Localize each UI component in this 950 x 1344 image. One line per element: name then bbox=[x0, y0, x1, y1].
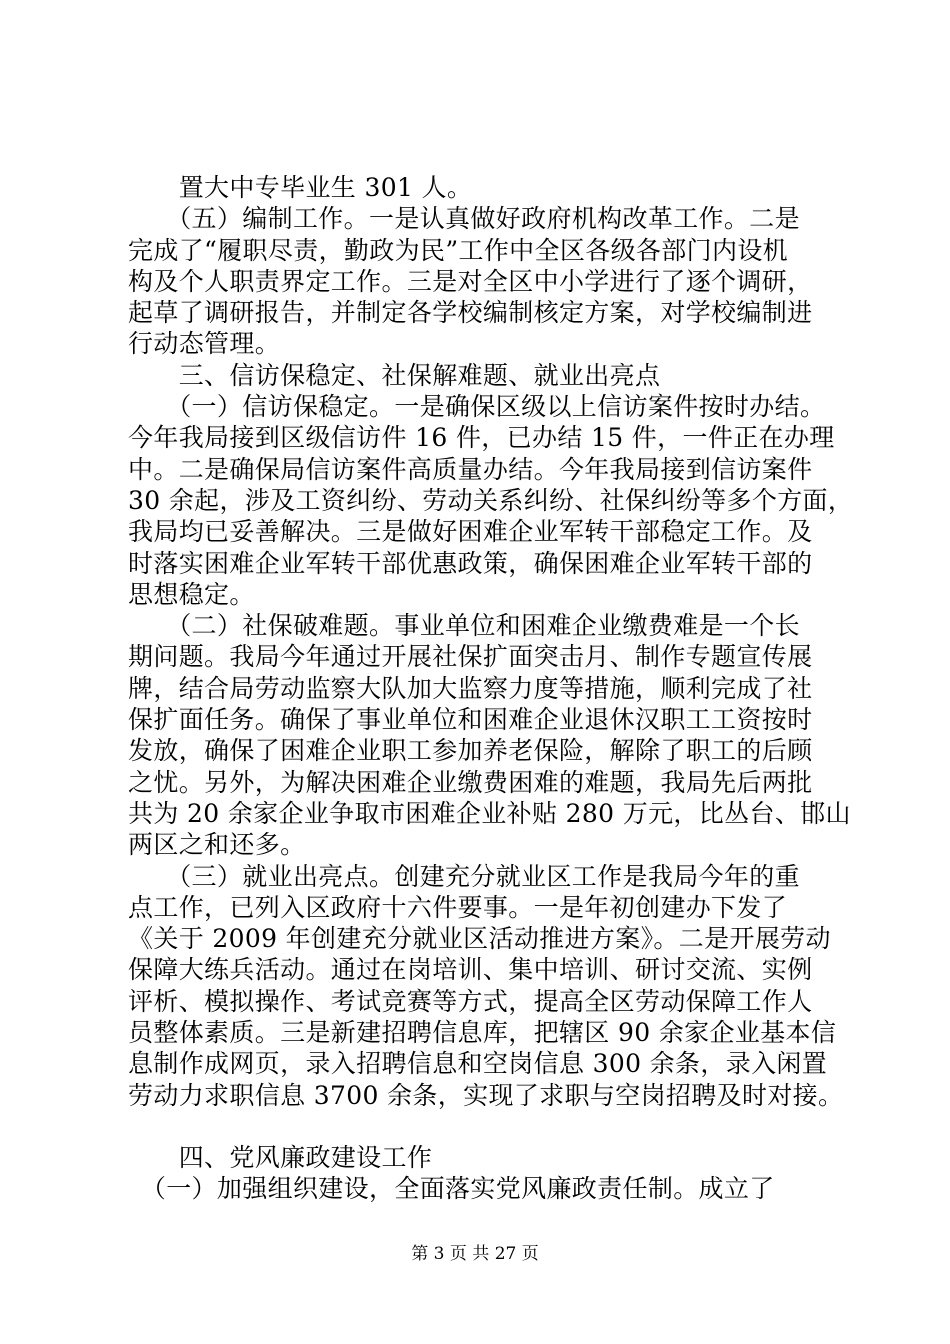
text-line: （五）编制工作。一是认真做好政府机构改革工作。二是 bbox=[128, 204, 800, 234]
text-line: 劳动力求职信息 3700 余条，实现了求职与空岗招聘及时对接。 bbox=[128, 1080, 844, 1110]
text-line: （一）信访保稳定。一是确保区级以上信访案件按时办结。 bbox=[128, 392, 826, 422]
text-line: 《关于 2009 年创建充分就业区活动推进方案》。二是开展劳动 bbox=[128, 924, 831, 954]
text-line: 构及个人职责界定工作。三是对全区中小学进行了逐个调研， bbox=[128, 266, 813, 296]
text-line: 思想稳定。 bbox=[128, 579, 255, 609]
text-line: 之忧。另外，为解决困难企业缴费困难的难题，我局先后两批 bbox=[128, 767, 813, 797]
text-line: （二）社保破难题。事业单位和困难企业缴费难是一个长 bbox=[128, 611, 800, 641]
text-line: 两区之和还多。 bbox=[128, 830, 306, 860]
paragraph-gap bbox=[128, 1111, 833, 1142]
document-body bbox=[128, 172, 854, 1205]
text-line: （一）加强组织建设，全面落实党风廉政责任制。成立了 bbox=[128, 1174, 775, 1204]
text-line: 置大中专毕业生 301 人。 bbox=[128, 173, 473, 202]
text-line: 员整体素质。三是新建招聘信息库，把辖区 90 余家企业基本信 bbox=[128, 1018, 837, 1048]
text-line: 30 余起，涉及工资纠纷、劳动关系纠纷、社保纠纷等多个方面， bbox=[128, 485, 854, 515]
text-line: 发放，确保了困难企业职工参加养老保险，解除了职工的后顾 bbox=[128, 736, 813, 766]
text-line: 中。二是确保局信访案件高质量办结。今年我局接到信访案件 bbox=[128, 454, 813, 484]
text-line: 共为 20 余家企业争取市困难企业补贴 280 万元，比丛台、邯山 bbox=[128, 798, 851, 828]
text-line: 期问题。我局今年通过开展社保扩面突击月、制作专题宣传展 bbox=[128, 642, 813, 672]
text-line: 时落实困难企业军转干部优惠政策，确保困难企业军转干部的 bbox=[128, 548, 813, 578]
text-line: 今年我局接到区级信访件 16 件，已办结 15 件，一件正在办理 bbox=[128, 423, 835, 453]
text-line: 完成了“履职尽责，勤政为民”工作中全区各级各部门内设机 bbox=[128, 235, 789, 265]
text-line: （三）就业出亮点。创建充分就业区工作是我局今年的重 bbox=[128, 861, 800, 891]
page-number-footer: 第 3 页 共 27 页 bbox=[411, 1244, 539, 1264]
text-line: 息制作成网页，录入招聘信息和空岗信息 300 余条，录入闲置 bbox=[128, 1049, 828, 1079]
text-line: 保障大练兵活动。通过在岗培训、集中培训、研讨交流、实例 bbox=[128, 955, 813, 985]
text-line: 行动态管理。 bbox=[128, 329, 281, 359]
text-line: 我局均已妥善解决。三是做好困难企业军转干部稳定工作。及 bbox=[128, 517, 813, 547]
text-line: 评析、模拟操作、考试竞赛等方式，提高全区劳动保障工作人 bbox=[128, 986, 813, 1016]
text-line: 点工作，已列入区政府十六件要事。一是年初创建办下发了 bbox=[128, 892, 788, 922]
text-line: 牌，结合局劳动监察大队加大监察力度等措施，顺利完成了社 bbox=[128, 673, 813, 703]
text-line: 保扩面任务。确保了事业单位和困难企业退休汉职工工资按时 bbox=[128, 705, 813, 735]
section-heading: 三、信访保稳定、社保解难题、就业出亮点 bbox=[128, 360, 661, 390]
section-heading: 四、党风廉政建设工作 bbox=[128, 1142, 433, 1172]
text-line: 起草了调研报告，并制定各学校编制核定方案，对学校编制进 bbox=[128, 298, 813, 328]
